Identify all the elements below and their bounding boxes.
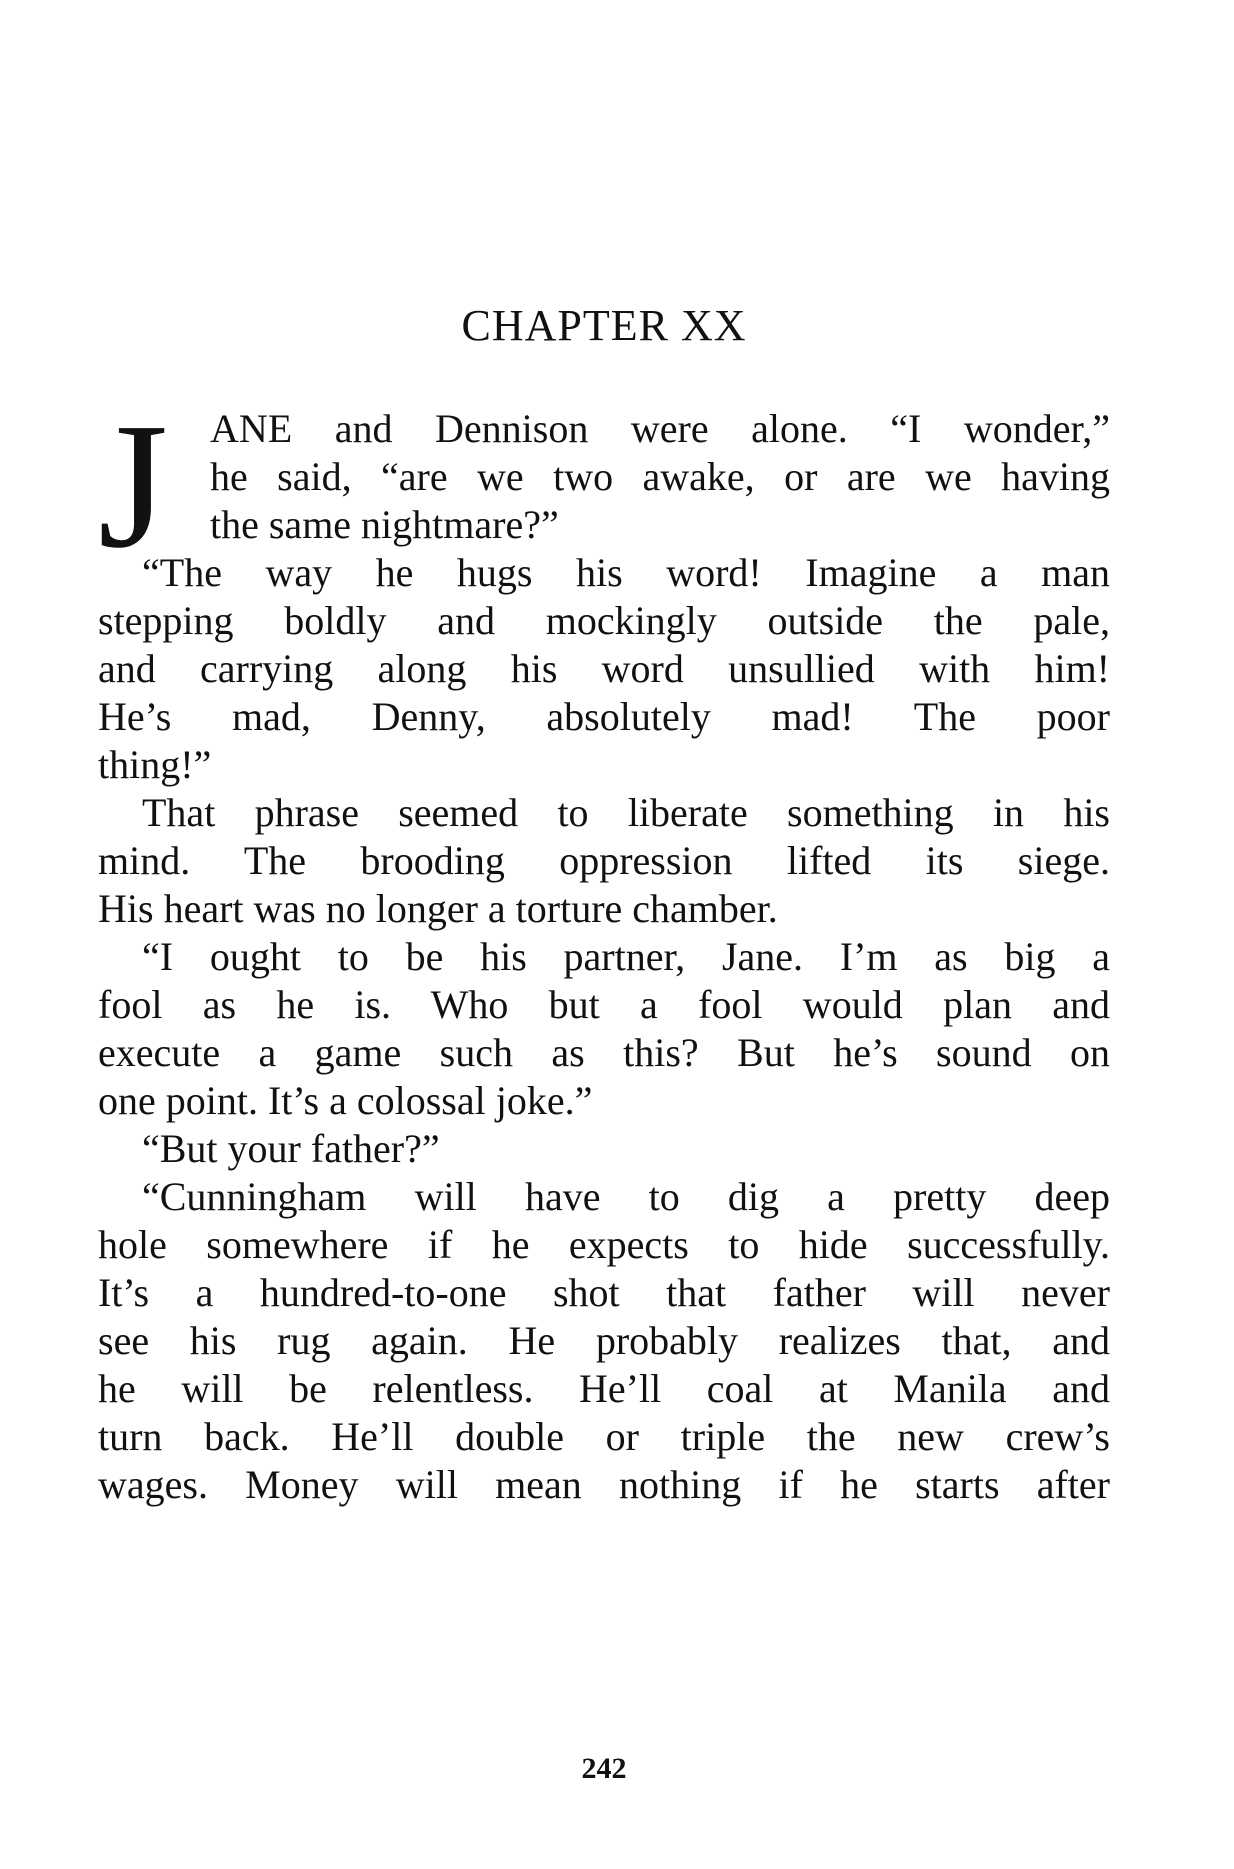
text-line: turn back. He’ll double or triple the new crew’s (98, 1414, 1110, 1459)
text-line: He’s mad, Denny, absolutely mad! The poor (98, 694, 1110, 739)
text-line: “I ought to be his partner, Jane. I’m as big a (142, 934, 1110, 979)
text-line: “The way he hugs his word! Imagine a man (142, 550, 1110, 595)
text-line: see his rug again. He probably realizes that, and (98, 1318, 1110, 1363)
text-line: His heart was no longer a torture chamber. (98, 886, 778, 931)
text-line: and carrying along his word unsullied with him! (98, 646, 1110, 691)
text-line: execute a game such as this? But he’s sound on (98, 1030, 1110, 1075)
page-number: 242 (581, 1752, 627, 1785)
text-line: mind. The brooding oppression lifted its siege. (98, 838, 1110, 883)
text-line: thing!” (98, 742, 212, 787)
text-line: stepping boldly and mockingly outside the pale, (98, 598, 1110, 643)
book-page (98, 0, 1110, 1869)
text-line: ANE and Dennison were alone. “I wonder,” (210, 406, 1110, 451)
text-line: “But your father?” (142, 1126, 440, 1171)
text-line: wages. Money will mean nothing if he starts after (98, 1462, 1110, 1507)
text-line: That phrase seemed to liberate something in his (142, 790, 1110, 835)
text-line: It’s a hundred-to-one shot that father will never (98, 1270, 1110, 1315)
text-line: fool as he is. Who but a fool would plan and (98, 982, 1110, 1027)
text-line: he said, “are we two awake, or are we having (210, 454, 1110, 499)
text-line: one point. It’s a colossal joke.” (98, 1078, 593, 1123)
drop-cap-letter: J (98, 386, 169, 585)
text-line: the same nightmare?” (210, 502, 559, 547)
text-line: “Cunningham will have to dig a pretty deep (142, 1174, 1110, 1219)
text-line: he will be relentless. He’ll coal at Manila and (98, 1366, 1110, 1411)
chapter-title: CHAPTER XX (461, 301, 747, 350)
text-line: hole somewhere if he expects to hide successfully. (98, 1222, 1110, 1267)
